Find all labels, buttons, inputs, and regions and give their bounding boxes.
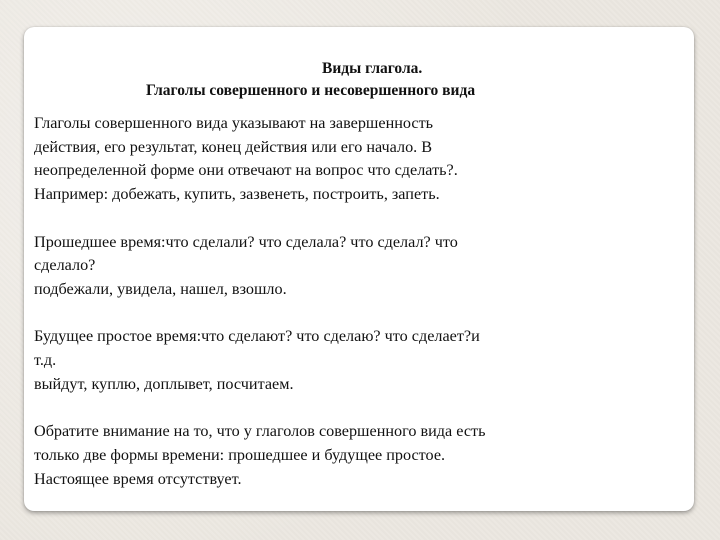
paragraph-future-tense <box>34 325 634 396</box>
slide-subtitle: Глаголы совершенного и несовершенного вида <box>146 82 476 99</box>
text-line: неопределенной форме они отвечают на вопрос что сделать?. <box>34 161 458 180</box>
text-line: Обратите внимание на то, что у глаголов совершенного вида есть <box>34 422 486 441</box>
paragraph-definition <box>34 112 634 207</box>
text-line: Прошедшее время:что сделали? что сделала? что сделал? что <box>34 232 458 251</box>
text-line: Настоящее время отсутствует. <box>34 469 242 488</box>
text-line: сделало? <box>34 256 96 275</box>
text-line: действия, его результат, конец действия или его начало. В <box>34 137 433 156</box>
text-line: только две формы времени: прошедшее и будущее простое. <box>34 445 446 464</box>
paragraph-note <box>34 420 634 491</box>
text-line: выйдут, куплю, доплывет, посчитаем. <box>34 374 294 393</box>
paragraph-past-tense <box>34 231 634 302</box>
slide-title: Виды глагола. <box>322 60 423 77</box>
slide-card <box>24 27 694 511</box>
text-line: Глаголы совершенного вида указывают на завершенность <box>34 114 434 132</box>
text-line: Будущее простое время:что сделают? что сделаю? что сделает?и <box>34 327 480 346</box>
text-line: подбежали, увидела, нашел, взошло. <box>34 279 287 298</box>
body-text <box>34 112 634 491</box>
text-line: т.д. <box>34 351 57 369</box>
text-line: Например: добежать, купить, зазвенеть, построить, запеть. <box>34 185 440 204</box>
